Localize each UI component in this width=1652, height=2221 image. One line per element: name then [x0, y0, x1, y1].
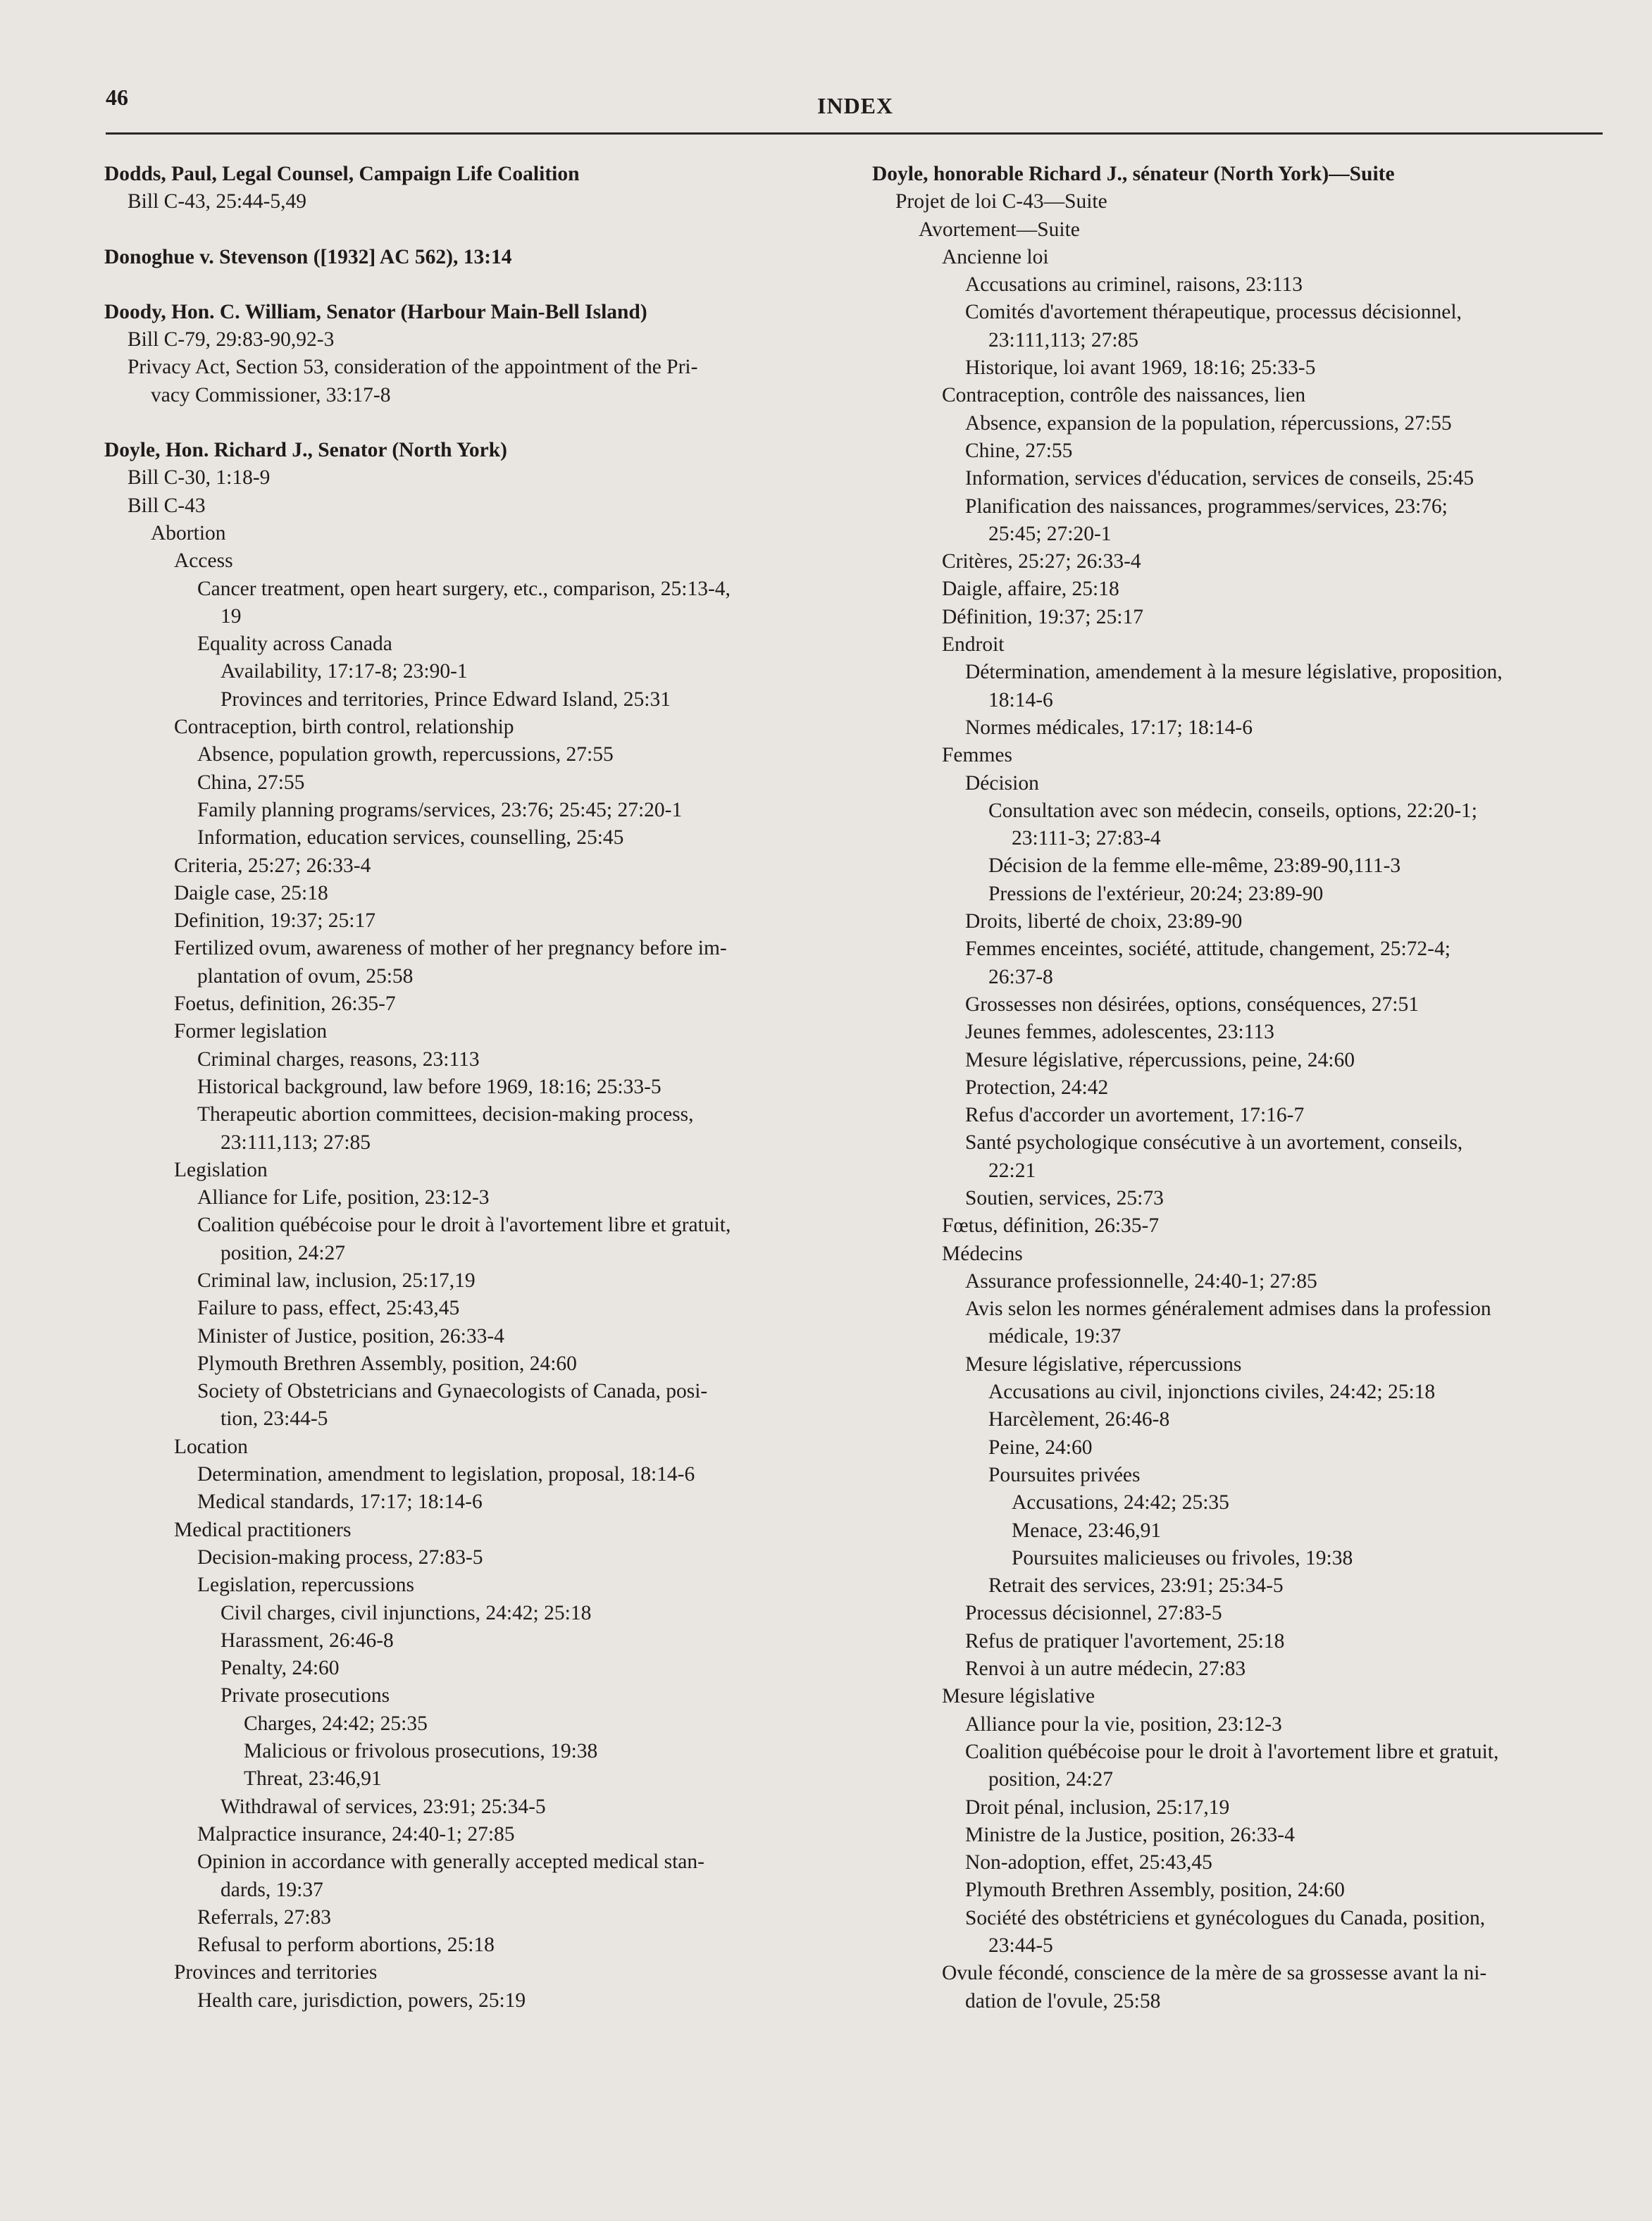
index-subentry: Criminal law, inclusion, 25:17,19: [197, 1269, 476, 1292]
index-subentry: Malpractice insurance, 24:40-1; 27:85: [197, 1822, 515, 1846]
index-subentry: Former legislation: [174, 1020, 328, 1043]
index-subentry: Daigle, affaire, 25:18: [942, 578, 1119, 601]
index-subentry: Information, education services, counselling, 25:45: [197, 826, 624, 850]
index-subentry: Society of Obstetricians and Gynaecologists of Canada, posi-: [197, 1380, 708, 1403]
index-subentry: Absence, expansion de la population, répercussions, 27:55: [965, 411, 1452, 435]
index-subentry: Santé psychologique consécutive à un avortement, conseils,: [965, 1131, 1463, 1155]
index-subentry: Legislation, repercussions: [197, 1574, 415, 1597]
index-subentry: Harassment, 26:46-8: [221, 1629, 394, 1652]
index-subentry: Ovule fécondé, conscience de la mère de sa grossesse avant la ni-: [942, 1962, 1487, 1985]
index-subentry: position, 24:27: [221, 1241, 346, 1264]
index-subentry: Ministre de la Justice, position, 26:33-4: [965, 1823, 1295, 1846]
index-subentry: Décision: [965, 771, 1039, 795]
index-main-heading: Doyle, honorable Richard J., sénateur (North York)—Suite: [872, 163, 1395, 185]
index-subentry: Minister of Justice, position, 26:33-4: [197, 1324, 504, 1348]
index-subentry: Private prosecutions: [221, 1684, 390, 1707]
index-subentry: Mesure législative, répercussions, peine, 24:60: [965, 1048, 1355, 1071]
index-subentry: Legislation: [174, 1158, 268, 1181]
index-subentry: Health care, jurisdiction, powers, 25:19: [197, 1989, 526, 2012]
index-subentry: Availability, 17:17-8; 23:90-1: [221, 660, 468, 683]
index-subentry: Foetus, definition, 26:35-7: [174, 993, 396, 1016]
index-subentry: Equality across Canada: [197, 633, 392, 656]
index-subentry: Femmes: [942, 744, 1012, 767]
index-subentry: Coalition québécoise pour le droit à l'avortement libre et gratuit,: [965, 1740, 1499, 1763]
page-number: 46: [106, 85, 128, 110]
index-subentry: Société des obstétriciens et gynécologues du Canada, position,: [965, 1906, 1486, 1929]
index-subentry: Mesure législative: [942, 1685, 1095, 1708]
index-subentry: Daigle case, 25:18: [174, 881, 328, 904]
index-subentry: Refus d'accorder un avortement, 17:16-7: [965, 1104, 1305, 1127]
index-subentry: Refusal to perform abortions, 25:18: [197, 1934, 495, 1957]
index-subentry: Harcèlement, 26:46-8: [988, 1408, 1170, 1431]
entry-gap: [104, 271, 844, 299]
index-subentry: Abortion: [151, 521, 226, 545]
index-subentry: Ancienne loi: [942, 245, 1049, 268]
index-subentry: Criminal charges, reasons, 23:113: [197, 1047, 480, 1071]
index-subentry: Withdrawal of services, 23:91; 25:34-5: [221, 1795, 546, 1818]
index-subentry: Menace, 23:46,91: [1012, 1519, 1162, 1542]
index-subentry: Opinion in accordance with generally accepted medical stan-: [197, 1850, 704, 1874]
index-subentry: Critères, 25:27; 26:33-4: [942, 550, 1141, 573]
index-subentry: Cancer treatment, open heart surgery, etc., comparison, 25:13-4,: [197, 577, 731, 600]
index-subentry: vacy Commissioner, 33:17-8: [151, 383, 391, 406]
index-subentry: Plymouth Brethren Assembly, position, 24:60: [965, 1879, 1345, 1902]
index-subentry: Historique, loi avant 1969, 18:16; 25:33-5: [965, 356, 1316, 380]
index-subentry: Chine, 27:55: [965, 439, 1073, 462]
index-subentry: Privacy Act, Section 53, consideration of the appointment of the Pri-: [128, 356, 698, 379]
index-subentry: Poursuites privées: [988, 1463, 1141, 1486]
index-subentry: Pressions de l'extérieur, 20:24; 23:89-90: [988, 882, 1324, 905]
index-subentry: Droit pénal, inclusion, 25:17,19: [965, 1796, 1230, 1819]
index-subentry: Fertilized ovum, awareness of mother of her pregnancy before im-: [174, 937, 727, 960]
index-subentry: Décision de la femme elle-même, 23:89-90,111-3: [988, 854, 1401, 878]
index-subentry: Assurance professionnelle, 24:40-1; 27:85: [965, 1269, 1317, 1293]
index-subentry: Decision-making process, 27:83-5: [197, 1545, 483, 1569]
index-subentry: Provinces and territories, Prince Edward Island, 25:31: [221, 688, 671, 711]
index-subentry: Processus décisionnel, 27:83-5: [965, 1602, 1222, 1625]
index-subentry: Renvoi à un autre médecin, 27:83: [965, 1657, 1246, 1681]
index-subentry: Malicious or frivolous prosecutions, 19:38: [244, 1740, 598, 1763]
index-subentry: 19: [221, 604, 242, 628]
index-subentry: dards, 19:37: [221, 1878, 323, 1901]
running-head: INDEX: [817, 93, 894, 118]
index-subentry: Soutien, services, 25:73: [965, 1186, 1164, 1209]
index-subentry: Threat, 23:46,91: [244, 1767, 382, 1791]
index-subentry: Avortement—Suite: [919, 218, 1080, 241]
index-subentry: Endroit: [942, 633, 1005, 657]
index-subentry: Définition, 19:37; 25:17: [942, 605, 1143, 628]
index-subentry: Alliance pour la vie, position, 23:12-3: [965, 1712, 1282, 1736]
index-subentry: 18:14-6: [988, 688, 1053, 711]
index-subentry: Coalition québécoise pour le droit à l'avortement libre et gratuit,: [197, 1214, 731, 1237]
index-subentry: Determination, amendment to legislation, proposal, 18:14-6: [197, 1463, 695, 1486]
index-subentry: Jeunes femmes, adolescentes, 23:113: [965, 1021, 1274, 1044]
index-subentry: Definition, 19:37; 25:17: [174, 909, 375, 933]
index-main-heading: Doyle, Hon. Richard J., Senator (North York): [104, 439, 507, 462]
index-subentry: Planification des naissances, programmes/services, 23:76;: [965, 494, 1448, 518]
index-main-heading: Dodds, Paul, Legal Counsel, Campaign Life Coalition: [104, 163, 580, 185]
index-main-heading: Doody, Hon. C. William, Senator (Harbour Main-Bell Island): [104, 300, 647, 323]
index-subentry: 23:111,113; 27:85: [221, 1131, 371, 1154]
index-subentry: 23:44-5: [988, 1934, 1053, 1957]
index-subentry: Femmes enceintes, société, attitude, changement, 25:72-4;: [965, 938, 1451, 961]
index-subentry: Bill C-79, 29:83-90,92-3: [128, 328, 335, 351]
entry-gap: [104, 216, 844, 244]
index-subentry: Fœtus, définition, 26:35-7: [942, 1214, 1160, 1238]
index-subentry: Contraception, contrôle des naissances, lien: [942, 384, 1306, 407]
index-subentry: Peine, 24:60: [988, 1436, 1093, 1459]
entry-gap: [104, 409, 844, 437]
index-subentry: position, 24:27: [988, 1768, 1114, 1791]
index-column-left: [104, 161, 844, 2015]
index-subentry: Alliance for Life, position, 23:12-3: [197, 1186, 490, 1209]
index-subentry: Bill C-30, 1:18-9: [128, 466, 271, 490]
header-rule: [106, 132, 1603, 135]
index-subentry: Provinces and territories: [174, 1961, 378, 1984]
index-subentry: Accusations, 24:42; 25:35: [1012, 1491, 1229, 1514]
index-subentry: Bill C-43: [128, 494, 206, 517]
index-subentry: Mesure législative, répercussions: [965, 1352, 1242, 1376]
index-subentry: Referrals, 27:83: [197, 1905, 332, 1929]
index-subentry: 22:21: [988, 1159, 1036, 1182]
index-subentry: Access: [174, 549, 233, 573]
index-subentry: Historical background, law before 1969, 18:16; 25:33-5: [197, 1075, 662, 1098]
index-subentry: Charges, 24:42; 25:35: [244, 1712, 428, 1735]
index-subentry: Accusations au criminel, raisons, 23:113: [965, 273, 1303, 297]
index-subentry: Non-adoption, effet, 25:43,45: [965, 1851, 1212, 1874]
index-subentry: Civil charges, civil injunctions, 24:42; 25:18: [221, 1601, 592, 1624]
index-subentry: Bill C-43, 25:44-5,49: [128, 190, 307, 213]
index-subentry: China, 27:55: [197, 771, 305, 794]
index-subentry: Criteria, 25:27; 26:33-4: [174, 854, 371, 877]
index-subentry: Consultation avec son médecin, conseils, options, 22:20-1;: [988, 799, 1477, 822]
index-subentry: Poursuites malicieuses ou frivoles, 19:38: [1012, 1546, 1353, 1569]
index-subentry: Médecins: [942, 1242, 1023, 1265]
index-subentry: Medical standards, 17:17; 18:14-6: [197, 1491, 483, 1514]
index-subentry: 26:37-8: [988, 965, 1053, 988]
index-subentry: Accusations au civil, injonctions civiles, 24:42; 25:18: [988, 1381, 1436, 1404]
index-subentry: Absence, population growth, repercussions, 27:55: [197, 743, 614, 766]
index-subentry: plantation of ovum, 25:58: [197, 964, 414, 988]
index-subentry: Failure to pass, effect, 25:43,45: [197, 1297, 460, 1320]
index-subentry: médicale, 19:37: [988, 1325, 1122, 1348]
index-subentry: Normes médicales, 17:17; 18:14-6: [965, 716, 1253, 739]
index-subentry: dation de l'ovule, 25:58: [965, 1989, 1161, 2012]
index-subentry: Comités d'avortement thérapeutique, processus décisionnel,: [965, 301, 1462, 324]
index-subentry: Location: [174, 1435, 248, 1458]
index-subentry: Medical practitioners: [174, 1518, 352, 1541]
index-subentry: Avis selon les normes généralement admises dans la profession: [965, 1298, 1491, 1321]
index-subentry: Plymouth Brethren Assembly, position, 24:60: [197, 1352, 577, 1375]
index-subentry: 23:111-3; 27:83-4: [1012, 827, 1161, 850]
index-column-right: [872, 161, 1601, 2015]
index-subentry: Family planning programs/services, 23:76; 25:45; 27:20-1: [197, 798, 683, 821]
index-subentry: Penalty, 24:60: [221, 1657, 340, 1680]
index-main-heading: Donoghue v. Stevenson ([1932] AC 562), 13:14: [104, 245, 512, 268]
index-subentry: tion, 23:44-5: [221, 1407, 328, 1431]
index-subentry: Refus de pratiquer l'avortement, 25:18: [965, 1629, 1285, 1653]
index-subentry: Therapeutic abortion committees, decision-making process,: [197, 1103, 694, 1126]
index-subentry: Information, services d'éducation, services de conseils, 25:45: [965, 467, 1474, 490]
index-subentry: 25:45; 27:20-1: [988, 522, 1112, 545]
index-subentry: Droits, liberté de choix, 23:89-90: [965, 910, 1243, 933]
index-subentry: Retrait des services, 23:91; 25:34-5: [988, 1574, 1284, 1598]
index-subentry: Détermination, amendement à la mesure législative, proposition,: [965, 661, 1503, 684]
index-subentry: Contraception, birth control, relationship: [174, 716, 514, 739]
index-subentry: 23:111,113; 27:85: [988, 328, 1139, 351]
index-subentry: Grossesses non désirées, options, conséquences, 27:51: [965, 993, 1419, 1016]
index-subentry: Projet de loi C-43—Suite: [895, 190, 1107, 213]
index-subentry: Protection, 24:42: [965, 1076, 1109, 1099]
